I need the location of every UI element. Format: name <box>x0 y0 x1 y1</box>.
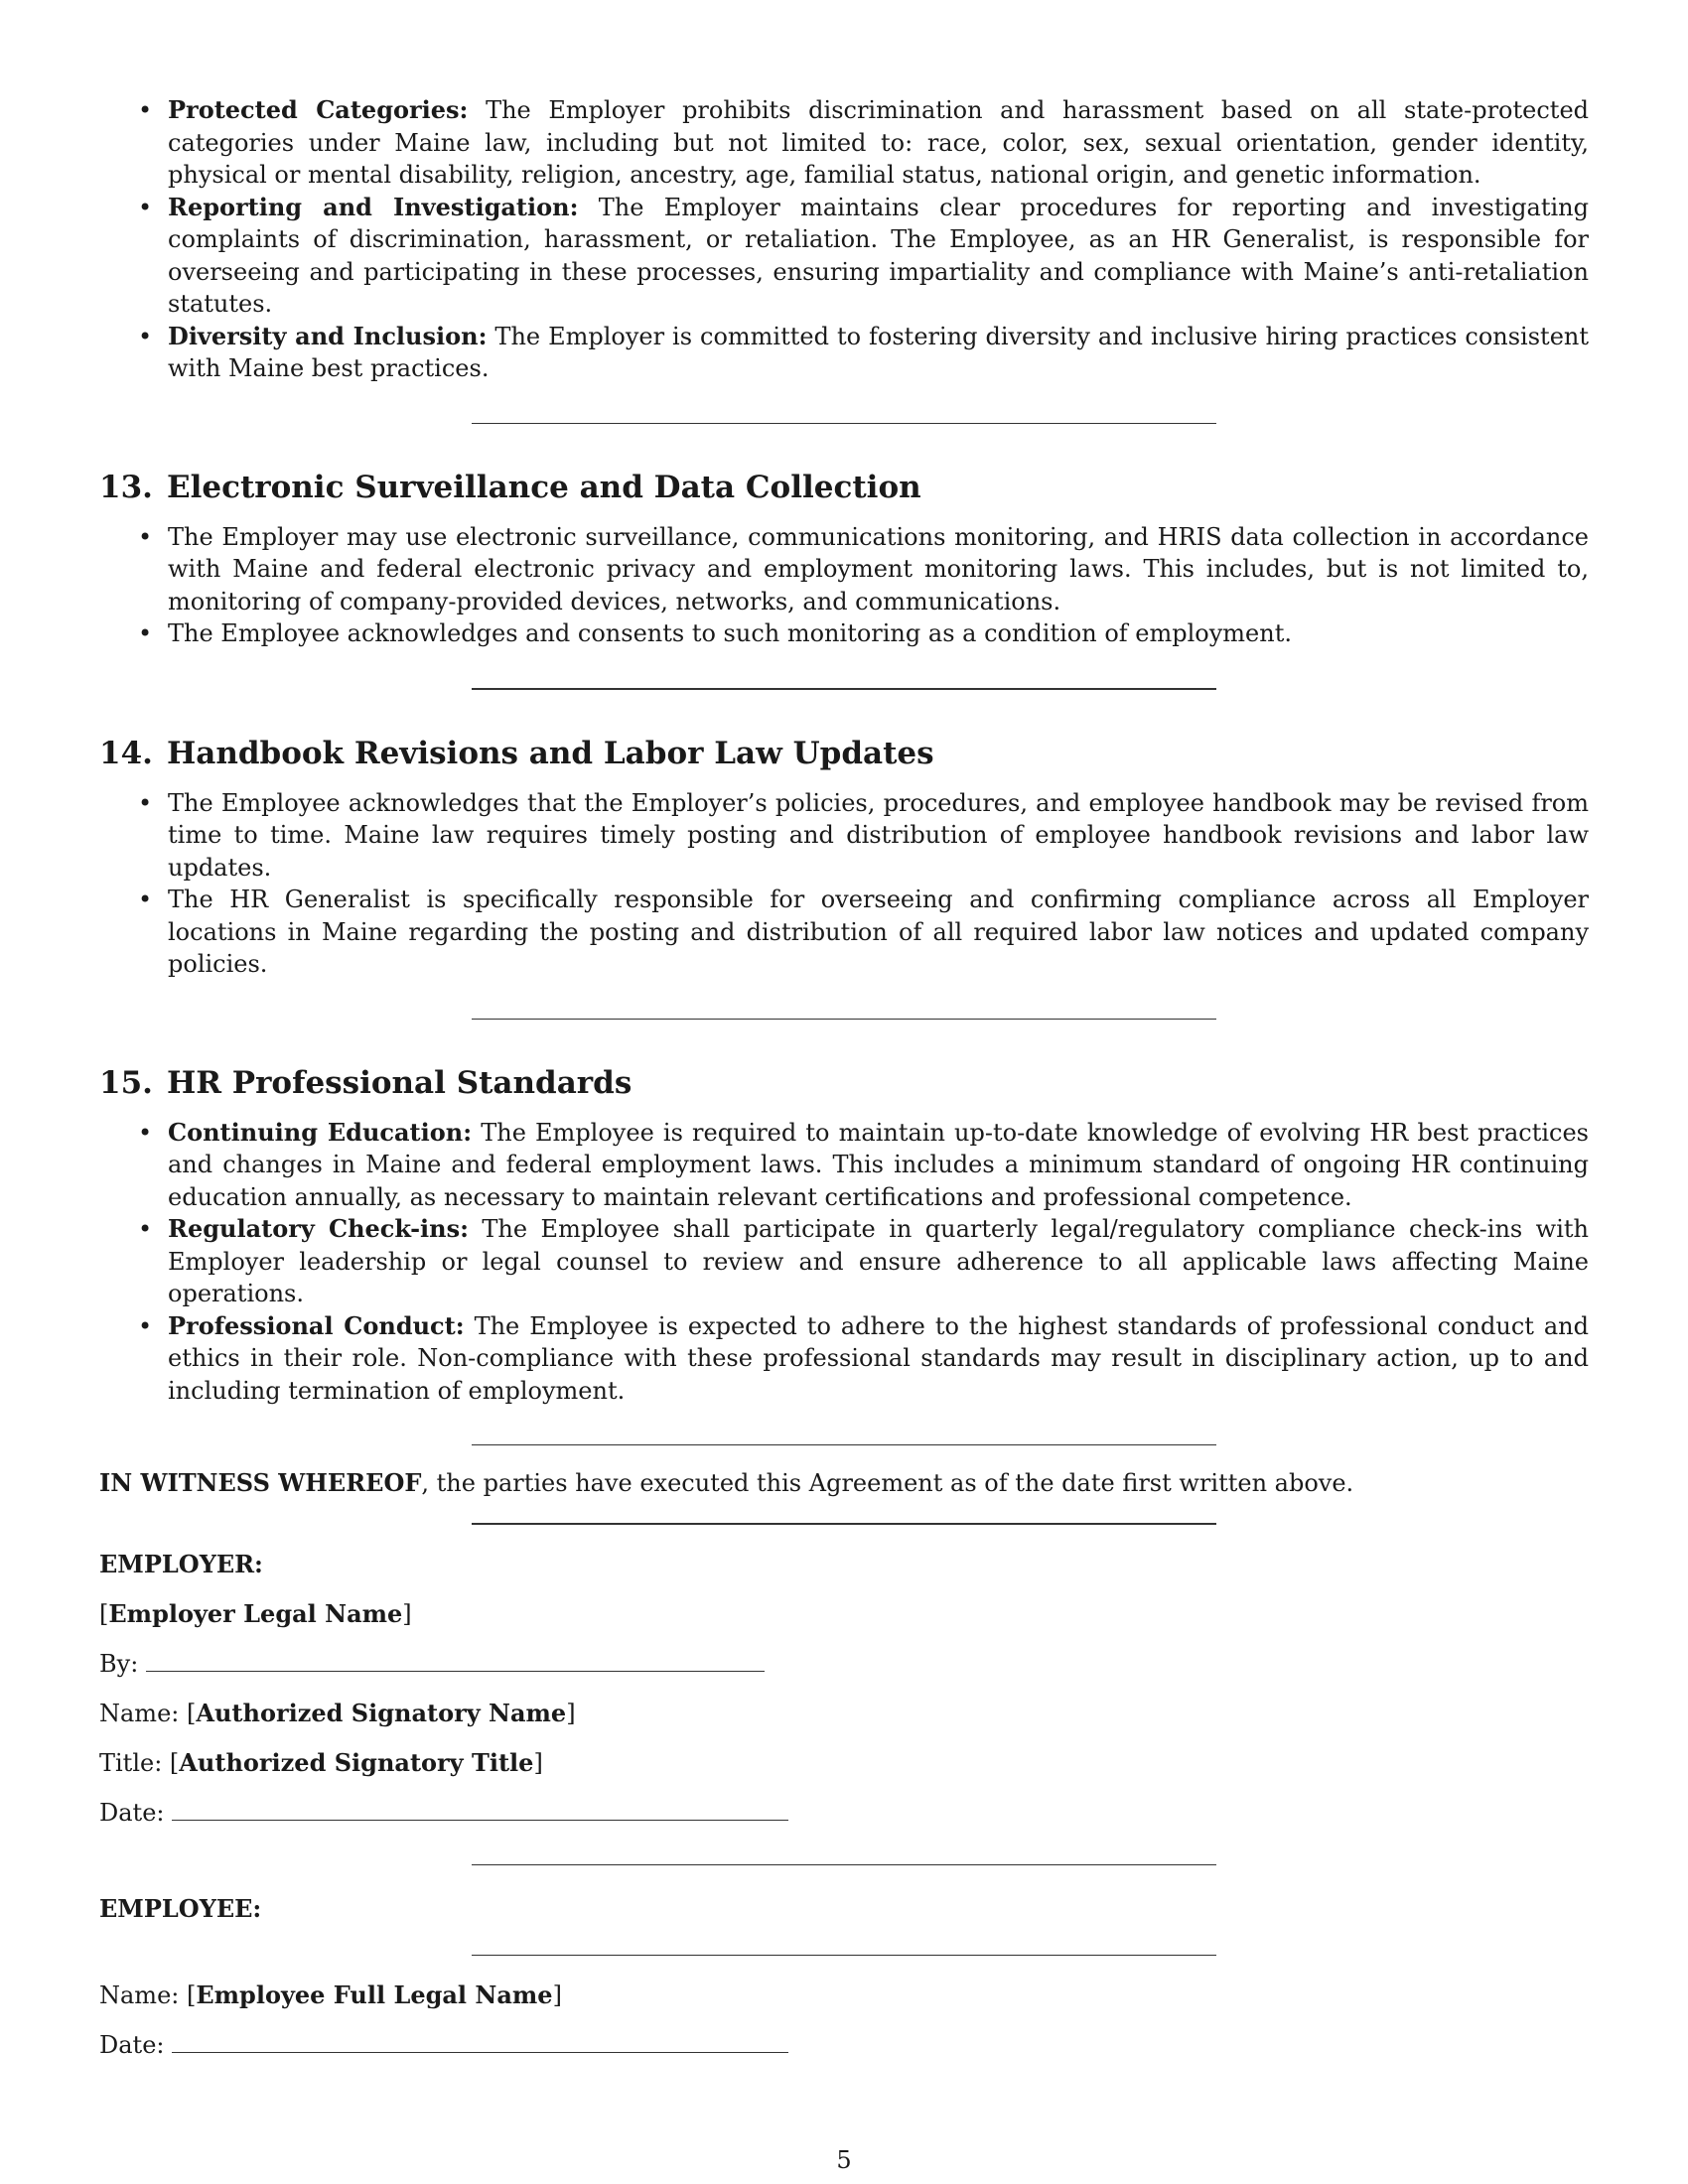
section-title: Electronic Surveillance and Data Collection <box>166 469 921 505</box>
section-title: HR Professional Standards <box>166 1064 633 1101</box>
section-divider <box>472 1019 1216 1020</box>
employer-signature-block <box>99 1549 1589 1829</box>
bullet-text: The Employee is expected to adhere to the highest standards of professional conduct and ethics in their role. Non-compliance with these professional standards may result in disciplinary action, up to and including termination of employment. <box>168 1311 1589 1405</box>
bullet-icon: • <box>138 886 153 913</box>
list-item-reporting-investigation <box>99 192 1589 321</box>
name-label: Name: <box>99 1981 180 2009</box>
section-divider <box>472 423 1216 424</box>
bullet-text: The Employee shall participate in quarterly legal/regulatory compliance check-ins with Employer leadership or legal counsel to review and ensure adherence to all applicable laws affecting Maine operations. <box>168 1215 1589 1307</box>
bullet-label: Protected Categories: <box>168 95 469 124</box>
employee-date-line <box>99 2029 1589 2061</box>
intro-bullet-list <box>99 94 1589 385</box>
employer-title-line: Title: [Authorized Signatory Title] <box>99 1748 543 1777</box>
section-divider <box>472 688 1216 690</box>
bullet-text: The Employer is committed to fostering diversity and inclusive hiring practices consistent with Maine best practices. <box>168 322 1589 382</box>
bullet-label: Continuing Education: <box>168 1117 473 1147</box>
bullet-icon: • <box>138 619 153 647</box>
employer-legal-name-value: Employer Legal Name <box>108 1599 403 1628</box>
employer-signature-field[interactable] <box>146 1651 765 1672</box>
employee-signature-block <box>99 1893 1589 2061</box>
by-label: By: <box>99 1650 139 1678</box>
section-13-heading <box>99 468 1589 507</box>
bullet-icon: • <box>138 1311 153 1340</box>
bullet-text: The Employer may use electronic surveillance, communications monitoring, and HRIS data collection in accordance with Maine and federal electronic privacy and employment monitoring laws. This includes, but is not limited to, monitoring of company-provided devices, networks, and communications. <box>168 522 1589 615</box>
bullet-text: The Employer maintains clear procedures for reporting and investigating complaints of discrimination, harassment, or retaliation. The Employee, as an HR Generalist, is responsible for overseeing and participating in these processes, ensuring impartiality and compliance with Maine’s anti-retaliation statutes. <box>168 193 1589 318</box>
section-15-bullet-list <box>99 1117 1589 1408</box>
bullet-text: The Employee acknowledges that the Employer’s policies, procedures, and employee handbook may be revised from time to time. Maine law requires timely posting and distribution of employee handbook revisions and labor law updates. <box>168 788 1589 882</box>
bullet-label: Reporting and Investigation: <box>168 192 579 221</box>
employer-heading <box>99 1549 1589 1580</box>
employer-date-line <box>99 1797 1589 1829</box>
name-label: Name: <box>99 1700 180 1727</box>
bullet-icon: • <box>138 96 153 124</box>
section-number: 13. <box>99 469 153 505</box>
bullet-label: Diversity and Inclusion: <box>168 321 488 350</box>
list-item-diversity-inclusion <box>99 321 1589 385</box>
list-item <box>99 521 1589 618</box>
section-divider <box>472 1444 1216 1445</box>
employer-name-value: Authorized Signatory Name <box>196 1699 567 1727</box>
section-number: 15. <box>99 1064 153 1101</box>
date-label: Date: <box>99 2031 165 2059</box>
list-item <box>99 617 1589 650</box>
bullet-icon: • <box>138 193 153 221</box>
employer-heading-text: EMPLOYER: <box>99 1550 263 1578</box>
section-15-heading <box>99 1063 1589 1103</box>
list-item <box>99 787 1589 885</box>
document-page <box>99 94 1589 2061</box>
bullet-icon: • <box>138 522 153 551</box>
section-divider <box>472 1864 1216 1865</box>
bullet-label: Regulatory Check-ins: <box>168 1214 469 1243</box>
section-title: Handbook Revisions and Labor Law Updates <box>166 735 934 771</box>
bullet-text: The Employee acknowledges and consents to such monitoring as a condition of employment. <box>168 619 1292 647</box>
employer-legal-name: [Employer Legal Name] <box>99 1599 412 1628</box>
section-divider <box>472 1523 1216 1525</box>
bullet-icon: • <box>138 1215 153 1243</box>
employee-name-line: Name: [Employee Full Legal Name] <box>99 1980 562 2009</box>
bullet-icon: • <box>138 322 153 350</box>
bullet-text: The Employee is required to maintain up-to-date knowledge of evolving HR best practices and changes in Maine and federal employment laws. This includes a minimum standard of ongoing HR continuing education annually, as necessary to maintain relevant certifications and professional competence. <box>168 1118 1590 1211</box>
witness-lead: IN WITNESS WHEREOF <box>99 1468 422 1497</box>
employee-date-field[interactable] <box>172 2032 788 2053</box>
list-item-regulatory-check-ins <box>99 1213 1589 1310</box>
employer-by-line <box>99 1648 1589 1680</box>
list-item-professional-conduct <box>99 1310 1589 1408</box>
employer-name-line: Name: [Authorized Signatory Name] <box>99 1699 576 1727</box>
list-item-continuing-education <box>99 1117 1589 1214</box>
employee-signature-rule <box>472 1955 1216 1956</box>
bullet-icon: • <box>138 1118 153 1147</box>
bullet-label: Professional Conduct: <box>168 1310 465 1340</box>
bullet-icon: • <box>138 788 153 817</box>
employer-title-value: Authorized Signatory Title <box>179 1748 534 1777</box>
section-number: 14. <box>99 735 153 771</box>
date-label: Date: <box>99 1799 165 1827</box>
witness-text: , the parties have executed this Agreement as of the date first written above. <box>421 1469 1354 1497</box>
bullet-text: The Employer prohibits discrimination and harassment based on all state-protected categories under Maine law, including but not limited to: race, color, sex, sexual orientation, gender identity, physical or mental disability, religion, ancestry, age, familial status, national origin, and genetic information. <box>168 96 1590 189</box>
section-14-heading <box>99 734 1589 773</box>
list-item <box>99 884 1589 981</box>
section-14-bullet-list <box>99 787 1589 981</box>
employee-heading <box>99 1893 1589 1925</box>
employee-heading-text: EMPLOYEE: <box>99 1894 262 1923</box>
employer-date-field[interactable] <box>172 1800 788 1821</box>
employee-name-value: Employee Full Legal Name <box>196 1980 553 2009</box>
title-label: Title: <box>99 1749 163 1777</box>
bullet-text: The HR Generalist is specifically responsible for overseeing and confirming compliance across all Employer locations in Maine regarding the posting and distribution of all required labor law notices and updated company policies. <box>168 886 1589 978</box>
list-item-protected-categories <box>99 94 1589 192</box>
page-number: 5 <box>836 2146 852 2174</box>
section-13-bullet-list <box>99 521 1589 650</box>
witness-clause <box>99 1467 1589 1499</box>
